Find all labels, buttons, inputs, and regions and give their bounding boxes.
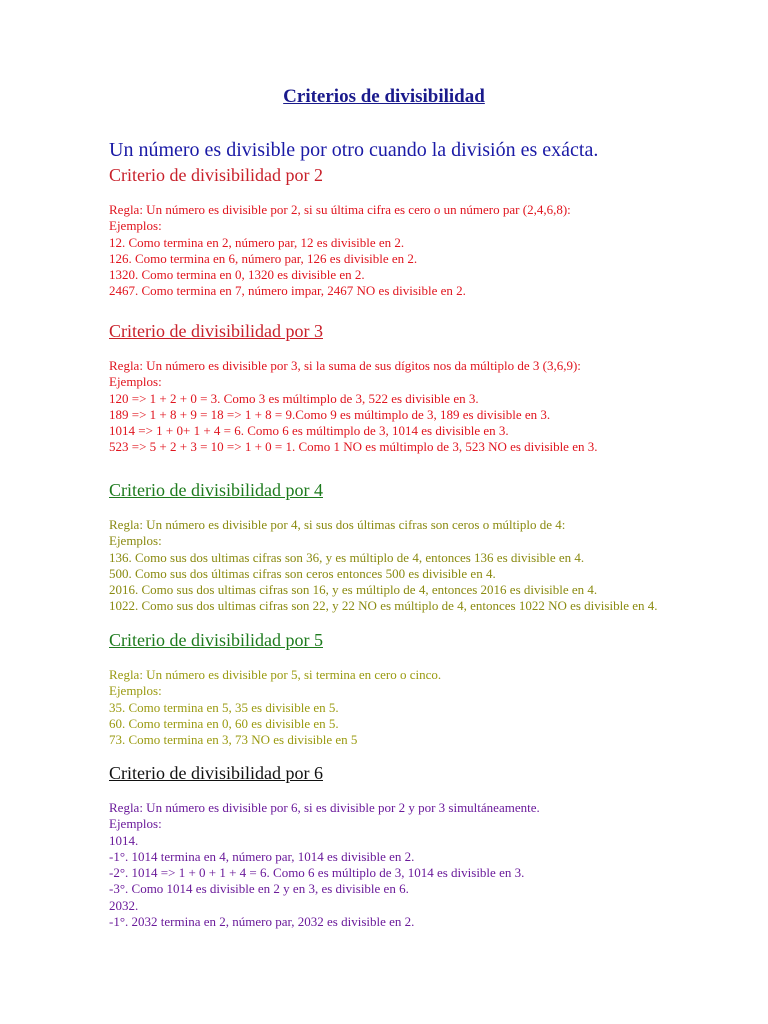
example-line: 2032. (109, 897, 139, 913)
rule-line: Regla: Un número es divisible por 2, si su última cifra es cero o un número par (2,4,6,8): (109, 202, 571, 217)
example-line: 2467. Como termina en 7, número impar, 2467 NO es divisible en 2. (109, 283, 466, 299)
examples-label: Ejemplos: (109, 816, 162, 832)
section-div-5 (109, 629, 759, 748)
section-body (109, 667, 759, 748)
section-body (109, 800, 759, 930)
examples-label: Ejemplos: (109, 218, 162, 234)
example-line: 136. Como sus dos ultimas cifras son 36, y es múltiplo de 4, entonces 136 es divisible en 4. (109, 549, 585, 565)
example-line: -2°. 1014 => 1 + 0 + 1 + 4 = 6. Como 6 es múltiplo de 3, 1014 es divisible en 3. (109, 865, 525, 881)
intro-text: Un número es divisible por otro cuando la división es exácta. (109, 139, 599, 161)
example-line: 73. Como termina en 3, 73 NO es divisible en 5 (109, 732, 358, 748)
example-line: 60. Como termina en 0, 60 es divisible en 5. (109, 715, 339, 731)
section-heading: Criterio de divisibilidad por 6 (109, 763, 323, 783)
example-line: -1°. 1014 termina en 4, número par, 1014 es divisible en 2. (109, 848, 415, 864)
section-heading: Criterio de divisibilidad por 3 (109, 321, 323, 341)
section-heading: Criterio de divisibilidad por 4 (109, 480, 323, 500)
section-div-3 (109, 320, 759, 456)
section-div-6 (109, 762, 759, 930)
section-body (109, 517, 759, 615)
page-title: Criterios de divisibilidad (283, 86, 485, 107)
example-line: 120 => 1 + 2 + 0 = 3. Como 3 es múltimplo de 3, 522 es divisible en 3. (109, 390, 479, 406)
rule-line: Regla: Un número es divisible por 5, si termina en cero o cinco. (109, 667, 442, 682)
example-line: 1014 => 1 + 0+ 1 + 4 = 6. Como 6 es múltimplo de 3, 1014 es divisible en 3. (109, 423, 509, 439)
section-body (109, 358, 759, 456)
example-line: 523 => 5 + 2 + 3 = 10 => 1 + 0 = 1. Como 1 NO es múltimplo de 3, 523 NO es divisible en 3. (109, 439, 598, 455)
section-heading: Criterio de divisibilidad por 2 (109, 165, 323, 185)
example-line: 12. Como termina en 2, número par, 12 es divisible en 2. (109, 234, 405, 250)
example-line: 189 => 1 + 8 + 9 = 18 => 1 + 8 = 9.Como 9 es múltimplo de 3, 189 es divisible en 3. (109, 406, 551, 422)
section-div-4 (109, 479, 759, 615)
example-line: 35. Como termina en 5, 35 es divisible en 5. (109, 699, 339, 715)
examples-label: Ejemplos: (109, 533, 162, 549)
example-line: 500. Como sus dos últimas cifras son ceros entonces 500 es divisible en 4. (109, 565, 496, 581)
example-line: -3°. Como 1014 es divisible en 2 y en 3, es divisible en 6. (109, 881, 409, 897)
rule-line: Regla: Un número es divisible por 4, si sus dos últimas cifras son ceros o múltiplo de 4: (109, 517, 566, 532)
rule-line: Regla: Un número es divisible por 3, si la suma de sus dígitos nos da múltiplo de 3 (3,6,9): (109, 358, 581, 373)
rule-line: Regla: Un número es divisible por 6, si es divisible por 2 y por 3 simultáneamente. (109, 800, 540, 815)
section-heading: Criterio de divisibilidad por 5 (109, 630, 323, 650)
example-line: 1014. (109, 832, 139, 848)
section-div-2 (109, 164, 759, 300)
example-line: 1320. Como termina en 0, 1320 es divisible en 2. (109, 267, 365, 283)
section-body (109, 202, 759, 300)
example-line: 1022. Como sus dos ultimas cifras son 22, y 22 NO es múltiplo de 4, entonces 1022 NO es divisible en 4. (109, 598, 658, 614)
examples-label: Ejemplos: (109, 683, 162, 699)
example-line: 126. Como termina en 6, número par, 126 es divisible en 2. (109, 250, 418, 266)
example-line: -1°. 2032 termina en 2, número par, 2032 es divisible en 2. (109, 914, 415, 930)
example-line: 2016. Como sus dos ultimas cifras son 16, y es múltiplo de 4, entonces 2016 es divisible en 4. (109, 582, 598, 598)
examples-label: Ejemplos: (109, 374, 162, 390)
